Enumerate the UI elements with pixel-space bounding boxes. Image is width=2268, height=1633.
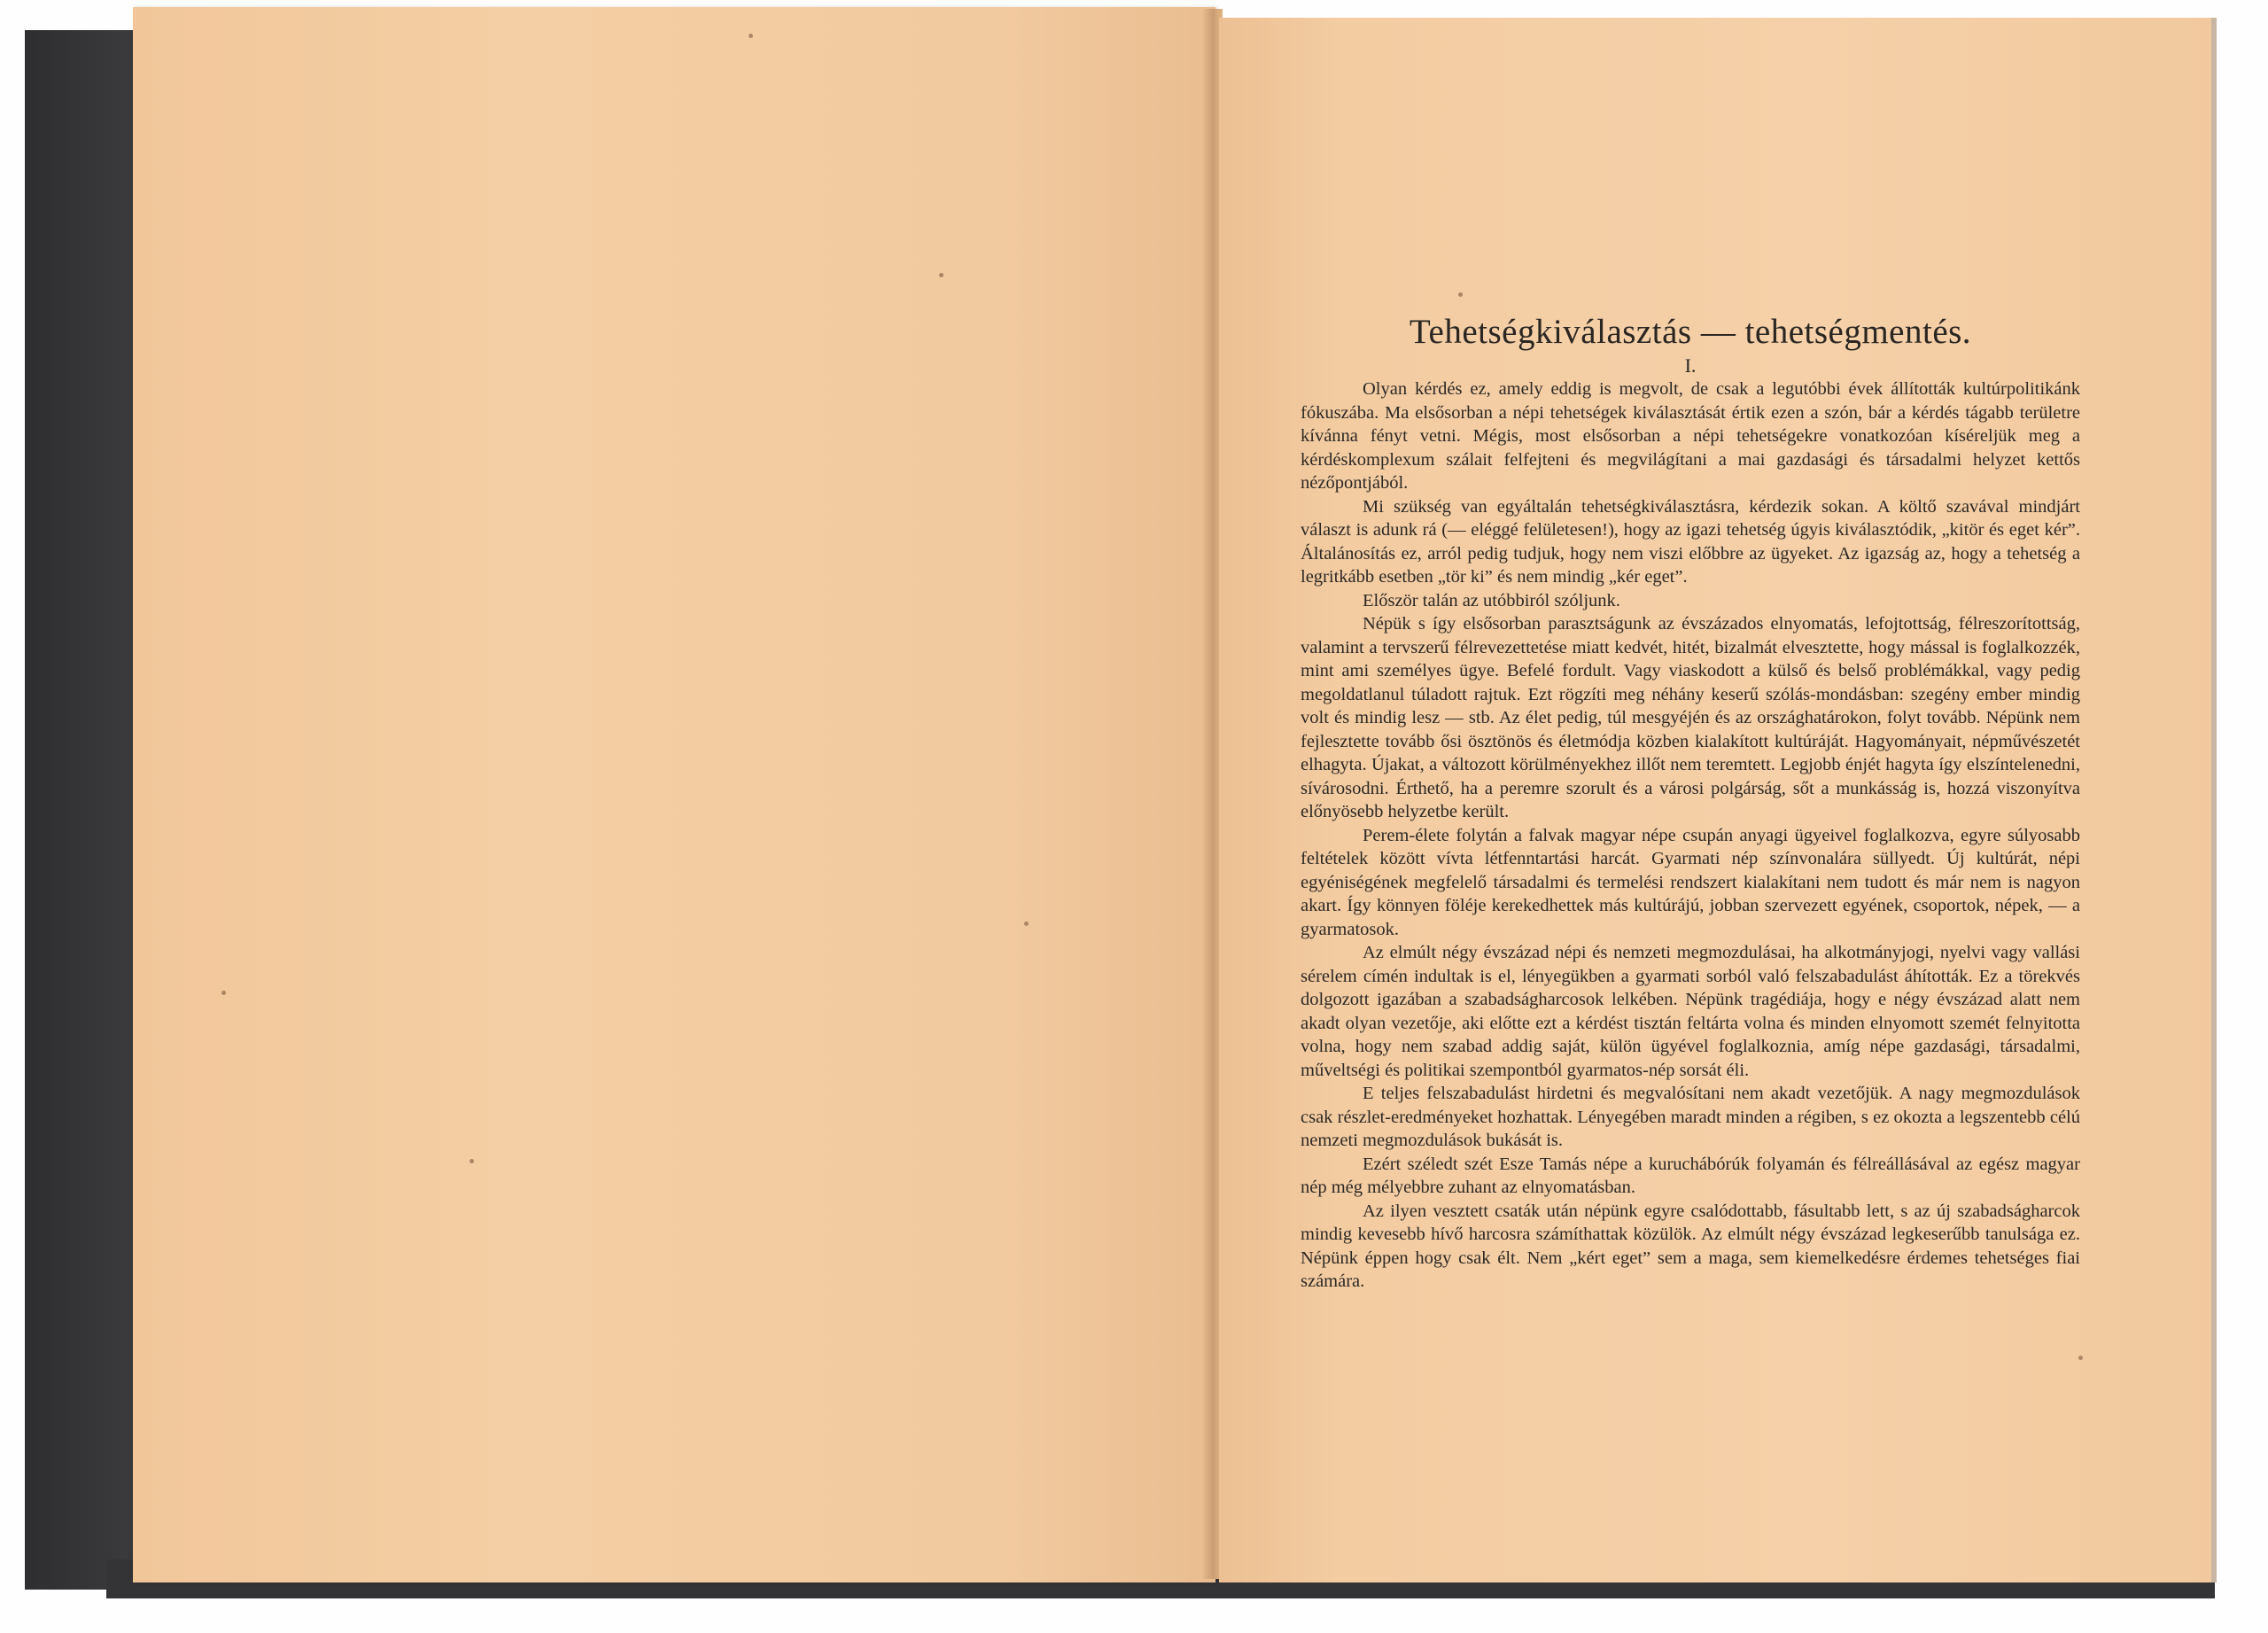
paragraph: E teljes felszabadulást hirdetni és megvalósítani nem akadt vezetőjük. A nagy megmozdulások csak részlet-eredményeket hozhattak. Lényegében maradt minden a régiben, s ez okozta a legszentebb célú nemzeti megmozdulások bukását is.: [1301, 1084, 2080, 1150]
paper-speck: [1458, 292, 1463, 297]
paragraph: Először talán az utóbbiról szóljunk.: [1363, 590, 1620, 610]
paper-speck: [939, 273, 944, 277]
paper-speck: [1024, 921, 1029, 926]
paper-speck: [221, 991, 226, 995]
section-number: I.: [1684, 354, 1697, 377]
paragraph: Olyan kérdés ez, amely eddig is megvolt, de csak a legutóbbi évek állították kultúrpolitikánk fókuszába. Ma elsősorban a népi tehetségek kiválasztását értik ezen a szón, bár a kérdés tágabb területre kívánna fényt vetni. Mégis, most elsősorban a népi tehetségekre vonatkozóan kíséreljük meg a kérdéskomplexum szálait felfejteni és megvilágítani a mai gazdasági és társadalmi helyzet kettős nézőpontjából.: [1301, 379, 2080, 493]
paper-speck: [2078, 1356, 2083, 1360]
article-body: [1301, 377, 2080, 1294]
paragraph: Ezért széledt szét Esze Tamás népe a kuruchábórúk folyamán és félreállásával az egész magyar nép még mélyebbre zuhant az elnyomatásban.: [1301, 1154, 2080, 1197]
paragraph: Népük s így elsősorban parasztságunk az évszázados elnyomatás, lefojtottság, félreszorítottság, valamint a tervszerű félrevezettetése miatt kedvét, hitét, bizalmát elvesztette, hogy mással is foglalkozzék, mint ami személyes ügye. Befelé fordult. Vagy viaskodott a külső és belső problémákkal, vagy pedig megoldatlanul túladott rajtuk. Ezt rögzíti meg néhány keserű szólás-mondásban: szegény ember mindig volt és mindig lesz — stb. Az élet pedig, túl mesgyéjén és az országhatárokon, folyt tovább. Népünk nem fejlesztette tovább ősi ösztönös és életmódja közben kialakított kultúráját. Hagyományait, népművészetét elhagyta. Újakat, a változott körülményekhez illőt nem teremtett. Legjobb énjét hagyta így elszíntelenedni, sívárosodni. Érthető, ha a peremre szorult és a városi polgárság, sőt a munkásság is, hozzá viszonyítva előnyösebb helyzetbe került.: [1301, 614, 2080, 821]
article-title: Tehetségkiválasztás — tehetségmentés.: [1409, 313, 1972, 351]
right-page-edge: [2211, 18, 2217, 1582]
paragraph: Az elmúlt négy évszázad népi és nemzeti megmozdulásai, ha alkotmányjogi, nyelvi vagy vallási sérelem címén indultak is el, lényegükben a gyarmati sorból való felszabadulást áhították. Ez a törekvés dolgozott igazában a szabadságharcosok lelkében. Népünk tragédiája, hogy e négy évszázad alatt nem akadt olyan vezetője, aki előtte ezt a kérdést tisztán feltárta volna és minden elnyomott szemét felnyitotta volna, hogy nem szabad addig saját, külön ügyével foglalkoznia, amíg népe gazdasági, társadalmi, műveltségi és politikai szempontból gyarmatos-nép sorsát éli.: [1301, 943, 2080, 1080]
paper-speck: [470, 1159, 474, 1163]
article: [1301, 310, 2080, 1294]
paragraph: Az ilyen vesztett csaták után népünk egyre csalódottabb, fásultabb lett, s az új szabadságharcok mindig kevesebb hívő harcosra számíthattak közülök. Az elmúlt négy évszázad legkeserűbb tanulsága ez. Népünk éppen hogy csak élt. Nem „kért eget” sem a maga, sem kiemelkedésre érdemes tehetséges fiai számára.: [1301, 1201, 2080, 1291]
paragraph: Mi szükség van egyáltalán tehetségkiválasztásra, kérdezik sokan. A költő szavával mindjárt választ is adunk rá (— eléggé felületesen!), hogy az igazi tehetség úgyis kiválasztódik, „kitör és eget kér”. Általánosítás ez, arról pedig tudjuk, hogy nem viszi előbbre az ügyeket. Az igazság az, hogy a tehetség a legritkább esetben „tör ki” és nem mindig „kér eget”.: [1301, 496, 2080, 587]
left-page-blank: [133, 7, 1216, 1582]
paragraph: Perem-élete folytán a falvak magyar népe csupán anyagi ügyeivel foglalkozva, egyre súlyosabb feltételek között vívta létfenntartási harcát. Gyarmati nép színvonalára süllyedt. Új kultúrát, népi egyéniségének megfelelő társadalmi és termelési rendszert kialakítani nem tudott és már nem is nagyon akart. Így könnyen föléje kerekedhettek más kultúrájú, jobban szervezett egyének, csoportok, népek, — a gyarmatosok.: [1301, 825, 2080, 939]
paper-speck: [749, 34, 753, 38]
